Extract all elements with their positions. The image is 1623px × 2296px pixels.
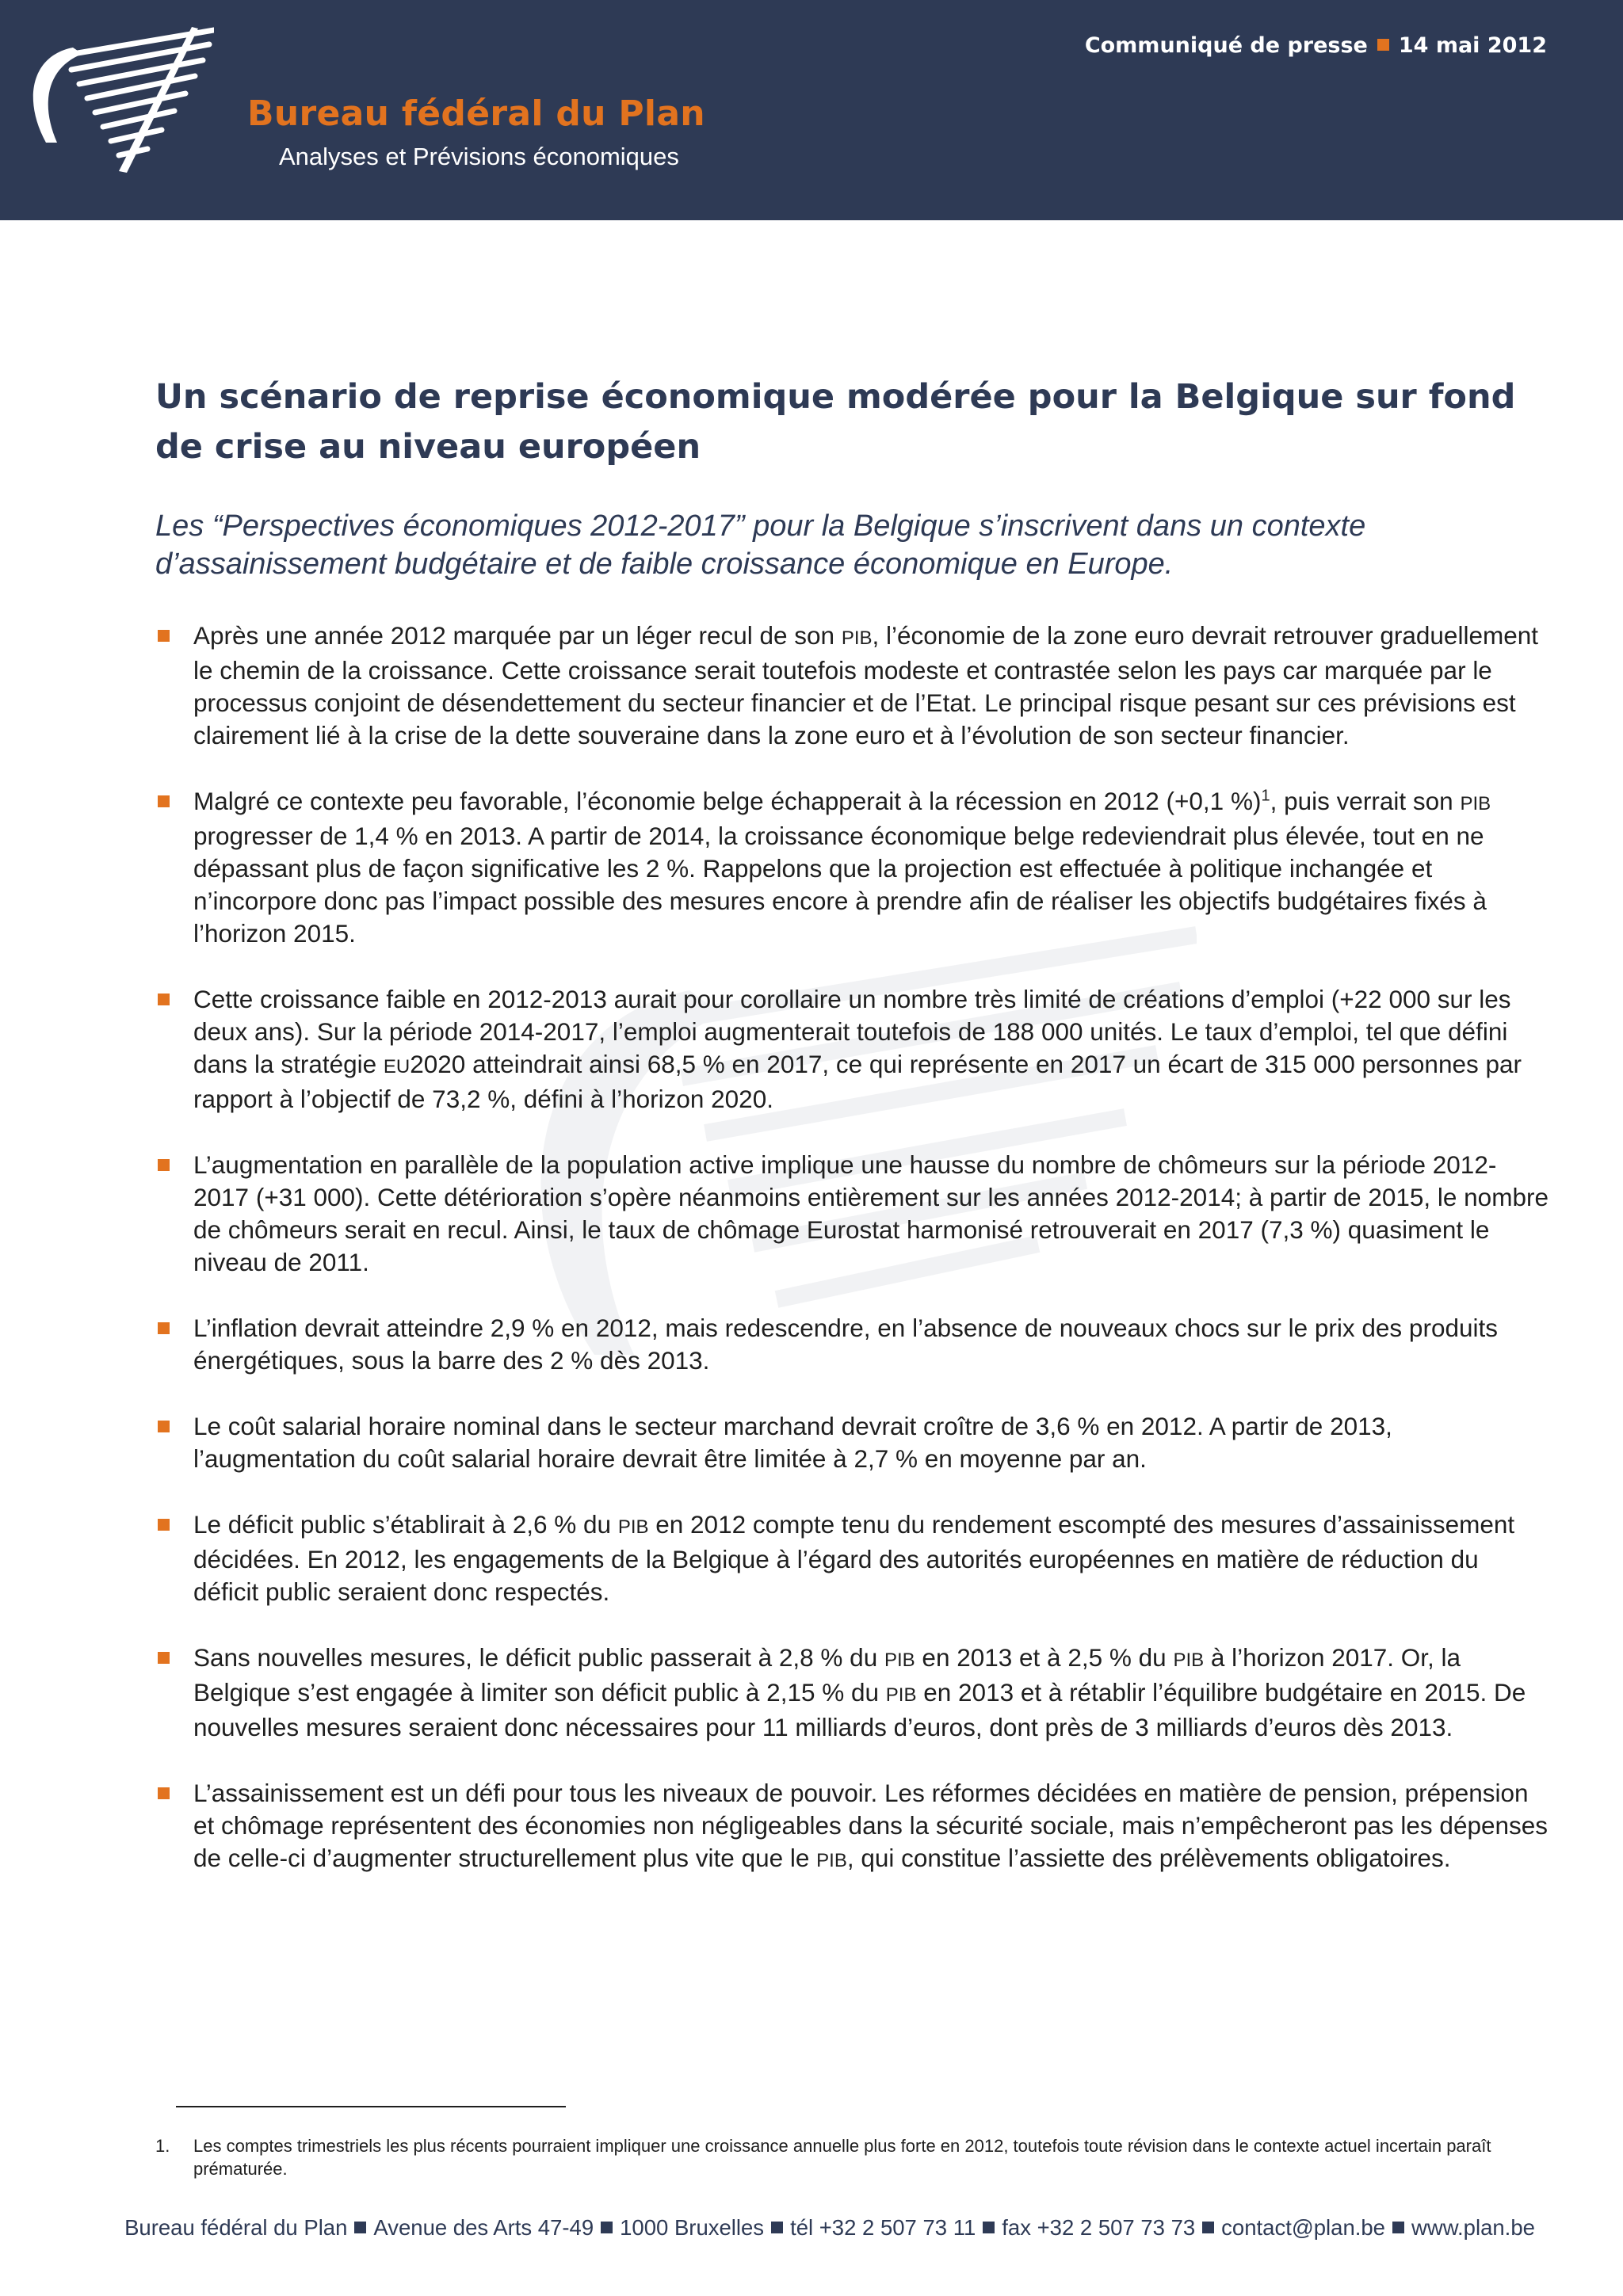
list-item-text: L’augmentation en parallèle de la population active implique une hausse du nombre de chômeurs sur la période 2012-2017 (+31 000). Cette détérioration s’opère néanmoins entièrement sur les années 2012-2014; à partir de 2015, le nombre de chômeurs serait en recul. Ainsi, le taux de chômage Eurostat harmonisé retrouverait en 2017 (7,3 %) quasiment le niveau de 2011. bbox=[193, 1150, 1549, 1276]
page-title: Un scénario de reprise économique modérée pour la Belgique sur fond de crise au niveau européen bbox=[155, 377, 1516, 467]
list-item-text: Cette croissance faible en 2012-2013 aurait pour corollaire un nombre très limité de créations d’emploi (+22 000 sur les deux ans). Sur la période 2014-2017, l’emploi augmenterait toutefois de 188 000 unités. Le taux d’emploi, tel que défini dans la stratégie bbox=[193, 985, 1511, 1078]
list-item bbox=[155, 1777, 1550, 1877]
footnote-divider bbox=[176, 2106, 566, 2107]
footer-fax: fax +32 2 507 73 73 bbox=[1002, 2215, 1196, 2240]
footer-city: 1000 Bruxelles bbox=[620, 2215, 765, 2240]
footnote bbox=[155, 2134, 1550, 2180]
list-item-text: L’inflation devrait atteindre 2,9 % en 2012, mais redescendre, en l’absence de nouveaux chocs sur le prix des produits énergétiques, sous la barre des 2 % dès 2013. bbox=[193, 1314, 1498, 1375]
footnote-number: 1. bbox=[155, 2136, 170, 2156]
bullet-icon bbox=[158, 630, 170, 642]
bullet-icon bbox=[158, 1787, 170, 1799]
square-separator-icon bbox=[354, 2222, 366, 2233]
pib-abbr: PIB bbox=[885, 1684, 917, 1706]
list-item bbox=[155, 1642, 1550, 1744]
list-item-text: Le coût salarial horaire nominal dans le secteur marchand devrait croître de 3,6 % en 2012. A partir de 2013, l’augmentation du coût salarial horaire devrait être limitée à 2,7 % en moyenne par an. bbox=[193, 1412, 1392, 1473]
square-separator-icon bbox=[983, 2222, 995, 2233]
footnote-ref: 1 bbox=[1261, 787, 1270, 805]
footer-phone: tél +32 2 507 73 11 bbox=[790, 2215, 976, 2240]
list-item-text: 2020 atteindrait ainsi 68,5 % en 2017, ce qui représente en 2017 un écart de 315 000 personnes par rapport à l’objectif de 73,2 %, défini à l’horizon 2020. bbox=[193, 1050, 1522, 1113]
bullet-icon bbox=[158, 1421, 170, 1432]
list-item-text: Le déficit public s’établirait à 2,6 % du bbox=[193, 1510, 618, 1539]
bullet-icon bbox=[158, 1322, 170, 1334]
pib-abbr: PIB bbox=[617, 1516, 649, 1538]
list-item-text: en 2013 et à 2,5 % du bbox=[915, 1643, 1174, 1672]
list-item-text: Malgré ce contexte peu favorable, l’économie belge échapperait à la récession en 2012 (+0,1 %) bbox=[193, 787, 1262, 815]
list-item bbox=[155, 785, 1550, 950]
pib-abbr: PIB bbox=[884, 1650, 915, 1671]
footer-website-link[interactable]: www.plan.be bbox=[1411, 2215, 1535, 2240]
brand-tagline: Analyses et Prévisions économiques bbox=[279, 143, 679, 170]
list-item bbox=[155, 1410, 1550, 1475]
header-band bbox=[0, 0, 1623, 220]
footer-address: Avenue des Arts 47-49 bbox=[373, 2215, 594, 2240]
list-item-text: Sans nouvelles mesures, le déficit public passerait à 2,8 % du bbox=[193, 1643, 884, 1672]
footer-email-link[interactable]: contact@plan.be bbox=[1221, 2215, 1385, 2240]
square-separator-icon bbox=[771, 2222, 783, 2233]
footer-contact bbox=[116, 2215, 1544, 2241]
footer-org: Bureau fédéral du Plan bbox=[124, 2215, 348, 2240]
bullet-icon bbox=[158, 1159, 170, 1171]
list-item-text: , qui constitue l’assiette des prélèvements obligatoires. bbox=[846, 1844, 1451, 1872]
press-release-line bbox=[1085, 33, 1547, 58]
pib-abbr: PIB bbox=[816, 1850, 847, 1871]
list-item bbox=[155, 1312, 1550, 1377]
square-separator-icon bbox=[1377, 39, 1389, 51]
list-item bbox=[155, 620, 1550, 752]
key-points-list bbox=[155, 620, 1550, 1877]
list-item bbox=[155, 1149, 1550, 1279]
list-item-text: en 2013 et à rétablir l’équilibre budgétaire en 2015. De nouvelles mesures seraient donc nécessaires pour 11 milliards d’euros, dont près de 3 milliards d’euros dès 2013. bbox=[193, 1678, 1526, 1741]
press-label: Communiqué de presse bbox=[1084, 33, 1368, 58]
list-item-text: à l’horizon 2017. Or, la Belgique s’est engagée à limiter son déficit public à 2,15 % du bbox=[193, 1643, 1461, 1707]
bureau-plan-logo-icon bbox=[16, 24, 214, 182]
list-item bbox=[155, 1508, 1550, 1608]
bullet-icon bbox=[158, 994, 170, 1005]
pib-abbr: PIB bbox=[1460, 793, 1491, 814]
pib-abbr: PIB bbox=[841, 627, 873, 649]
list-item-text: en 2012 compte tenu du rendement escompté des mesures d’assainissement décidées. En 2012, les engagements de la Belgique à l’égard des autorités européennes en matière de réduction du déficit public seraient donc respectés. bbox=[193, 1510, 1515, 1606]
list-item-text: Après une année 2012 marquée par un léger recul de son bbox=[193, 621, 842, 650]
press-date: 14 mai 2012 bbox=[1398, 33, 1547, 58]
main-content bbox=[155, 372, 1550, 1910]
eu-abbr: EU bbox=[383, 1056, 411, 1077]
square-separator-icon bbox=[1202, 2222, 1214, 2233]
page-subtitle: Les “Perspectives économiques 2012-2017” pour la Belgique s’inscrivent dans un contexte d’assainissement budgétaire et de faible croissance économique en Europe. bbox=[155, 509, 1366, 581]
bullet-icon bbox=[158, 1652, 170, 1664]
bullet-icon bbox=[158, 795, 170, 807]
square-separator-icon bbox=[1392, 2222, 1404, 2233]
list-item-text: L’assainissement est un défi pour tous les niveaux de pouvoir. Les réformes décidées en matière de pension, prépension et chômage représentent des économies non négligeables dans la sécurité sociale, mais n’empêcheront pas les dépenses de celle-ci d’augmenter structurellement plus vite que le bbox=[193, 1779, 1549, 1872]
square-separator-icon bbox=[601, 2222, 613, 2233]
bullet-icon bbox=[158, 1519, 170, 1531]
brand-name: Bureau fédéral du Plan bbox=[247, 93, 705, 134]
list-item bbox=[155, 983, 1550, 1116]
list-item-text: progresser de 1,4 % en 2013. A partir de 2014, la croissance économique belge redeviendrait plus élevée, tout en ne dépassant plus de façon significative les 2 %. Rappelons que la projection est effectuée à politique inchangée et n’incorpore donc pas l’impact possible des mesures encore à prendre afin de réaliser les objectifs budgétaires fixés à l’horizon 2015. bbox=[193, 822, 1487, 948]
footnote-text: Les comptes trimestriels les plus récents pourraient impliquer une croissance annuelle plus forte en 2012, toutefois toute révision dans le contexte actuel incertain paraît prématurée. bbox=[193, 2136, 1491, 2179]
pib-abbr: PIB bbox=[1173, 1650, 1205, 1671]
list-item-text: , l’économie de la zone euro devrait retrouver graduellement le chemin de la croissance. Cette croissance serait toutefois modeste et contrastée selon les pays car marquée par le processus conjoint de désendettement du secteur financier et de l’Etat. Le principal risque pesant sur ces prévisions est clairement lié à la crise de la dette souveraine dans la zone euro et à l’évolution de son secteur financier. bbox=[193, 621, 1538, 749]
list-item-text: , puis verrait son bbox=[1270, 787, 1461, 815]
